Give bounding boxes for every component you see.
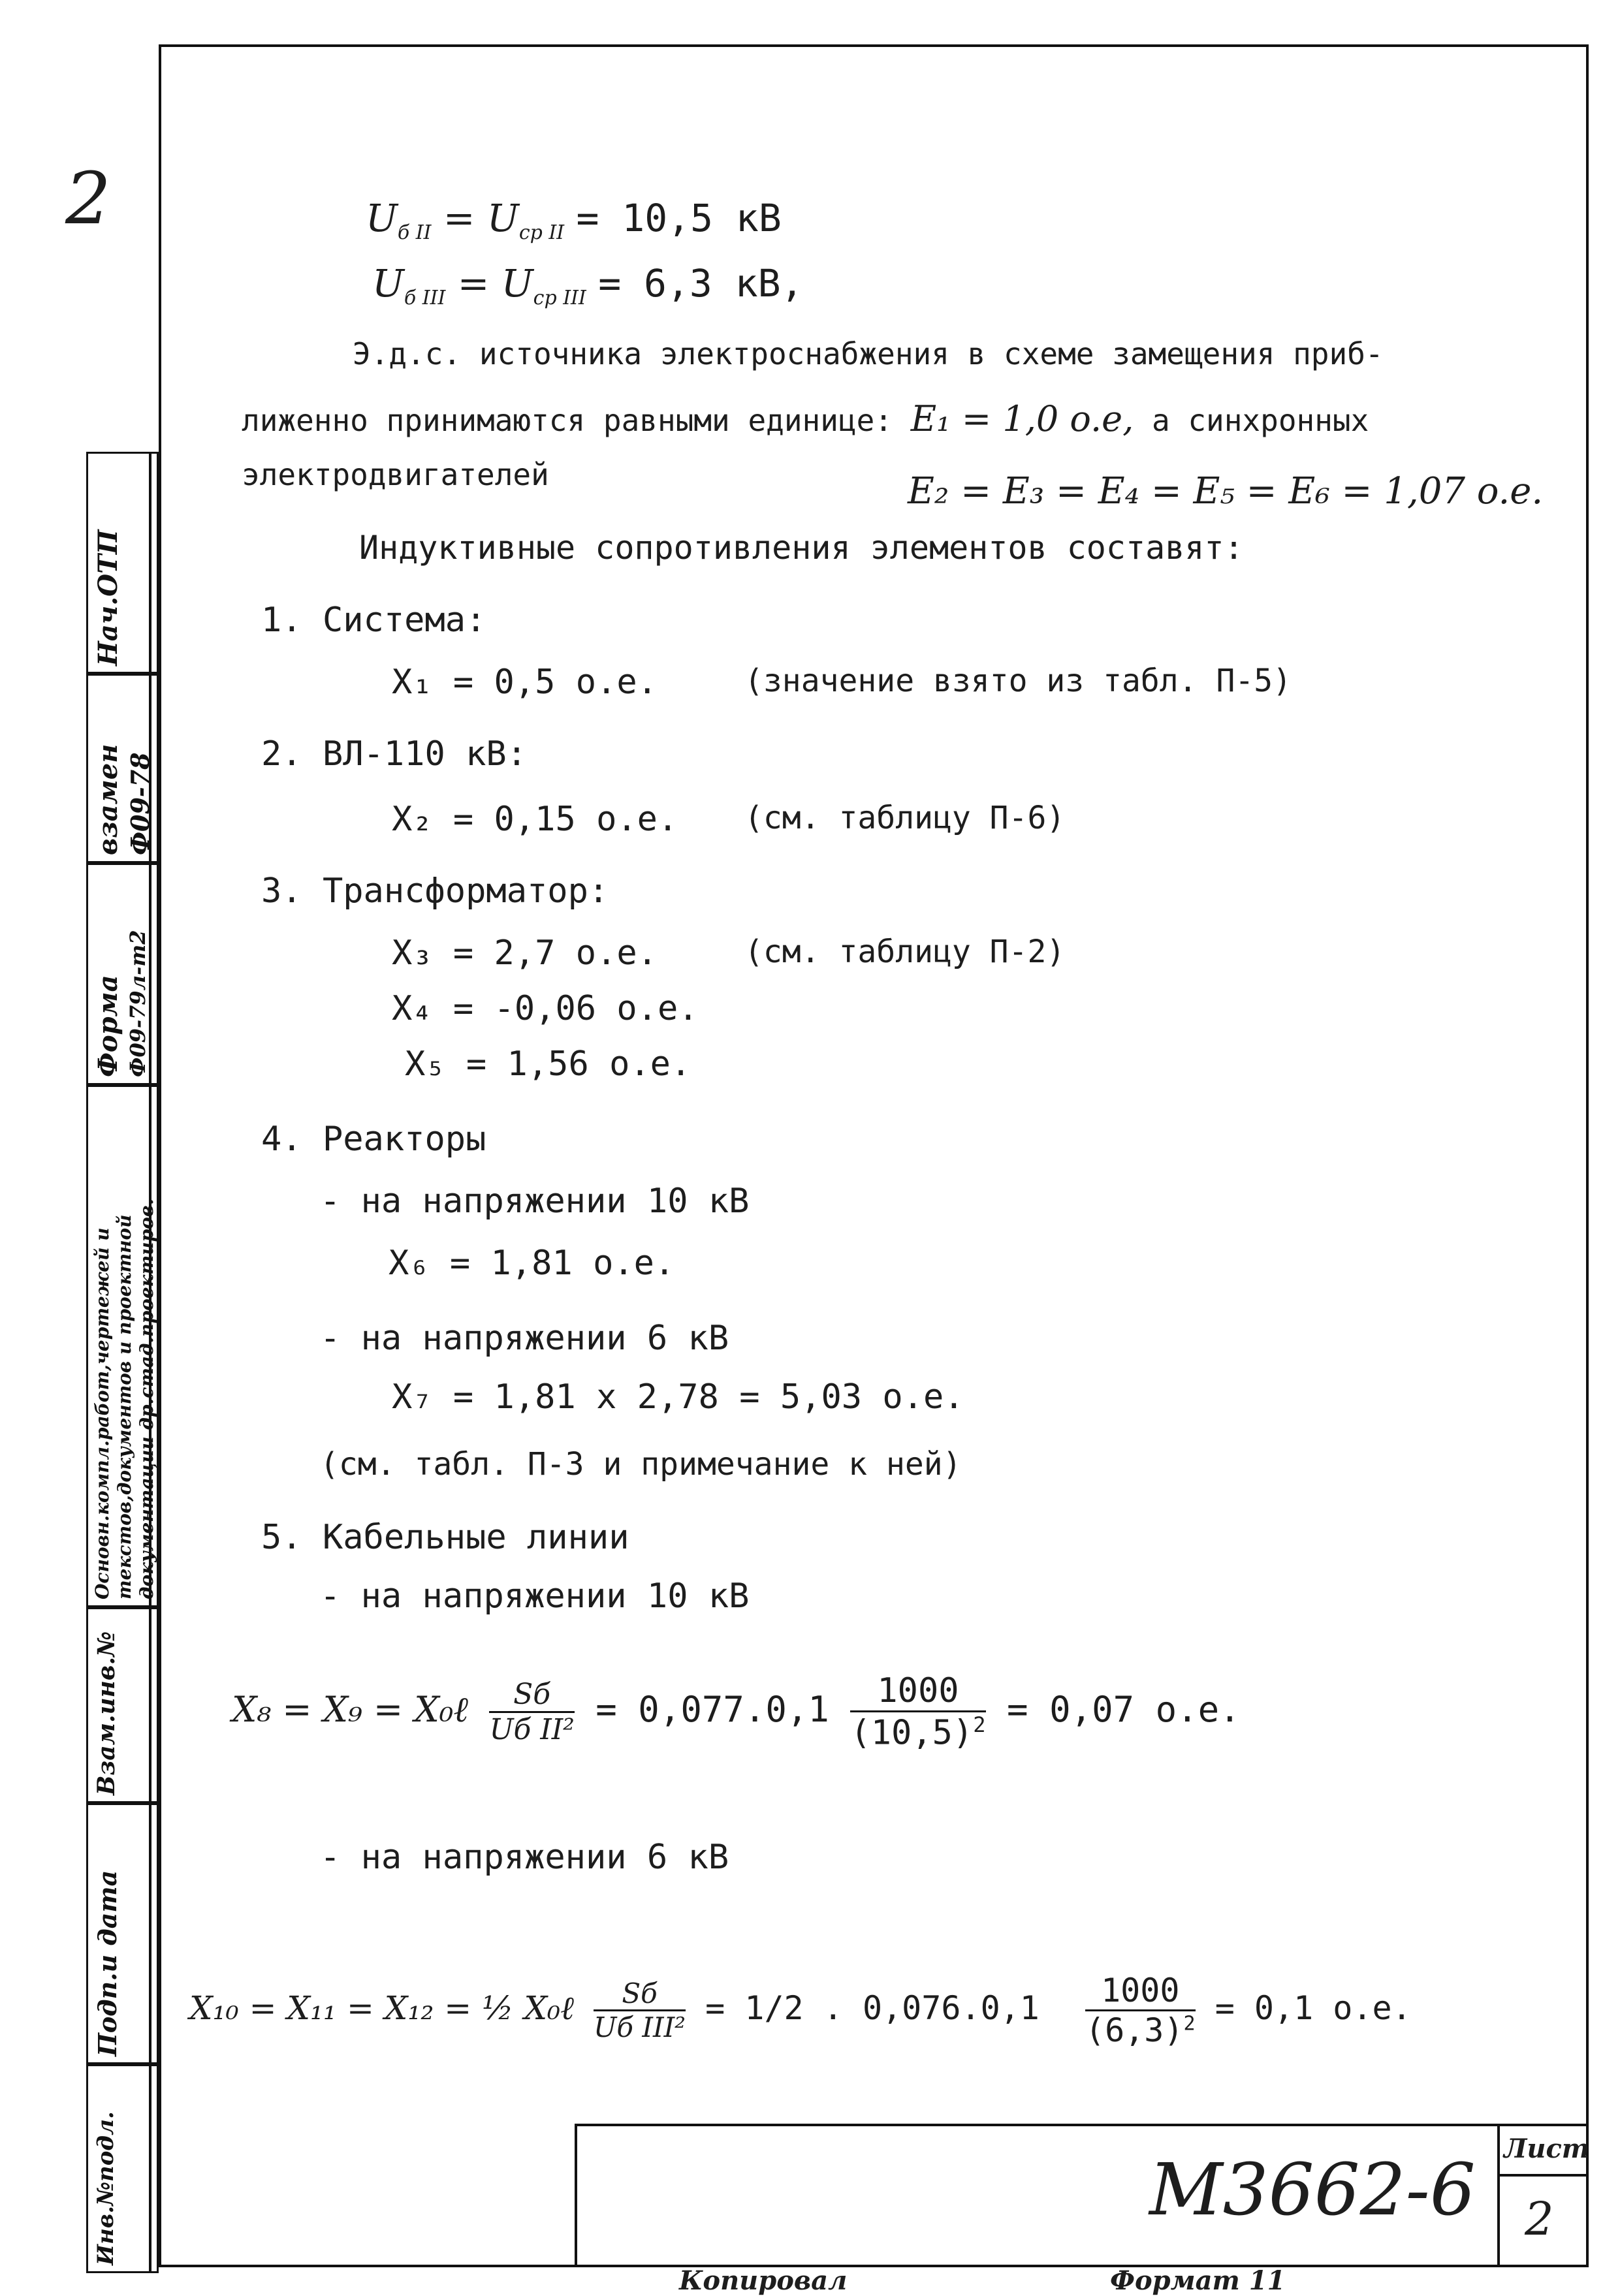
formula-ub2: $U_{б II} = U_{ср II} = 10,5$ кВ	[366, 196, 782, 244]
cable-10kv-label: - на напряжении 10 кВ	[320, 1577, 750, 1616]
x2-line: X₂ = 0,15 о.е.	[392, 800, 678, 839]
sheet-number: 2	[1525, 2192, 1554, 2246]
page-mark: 2	[65, 157, 111, 240]
x2-note: (см. таблицу П-6)	[744, 800, 1066, 836]
reactance-intro: Индуктивные сопротивления элементов составят:	[359, 529, 1244, 567]
margin-label-vzamen-code: Ф09-78	[125, 752, 155, 855]
sheet-label: Лист	[1504, 2133, 1590, 2164]
emf-e2: E₂ = E₃ = E₄ = E₅ = E₆ = 1,07 o.e.	[908, 470, 1544, 512]
x1-line: X₁ = 0,5 о.е.	[392, 663, 658, 702]
x8-formula: X₈ = X₉ = X₀ℓ $\frac{Sб}{\text{Uб II²}}$ = 0,077.0,1 $\frac{1000}{(10,5)^2}$ = 0,07 о.е.	[232, 1671, 1241, 1753]
footer-format: Формат 11	[1110, 2265, 1286, 2296]
x7-line: X₇ = 1,81 x 2,78 = 5,03 о.е.	[392, 1377, 964, 1417]
item-1-heading: 1. Система:	[261, 601, 486, 640]
sheet-cell-divider	[1497, 2174, 1589, 2177]
item-4-heading: 4. Реакторы	[261, 1120, 486, 1159]
x3-line: X₃ = 2,7 о.е.	[392, 934, 658, 973]
footer-copied: Копировал	[679, 2265, 848, 2296]
formula-ub3: $U_{б III} = U_{ср III} = 6,3$ кВ,	[372, 261, 804, 309]
emf-line-3: электродвигателей	[242, 457, 549, 492]
emf-line-2: лиженно принимаются равными единице: E₁ = 1,0 o.e, а синхронных	[242, 398, 1369, 439]
x3-note: (см. таблицу П-2)	[744, 934, 1066, 970]
margin-label-vzam-inv: Взам.инв.№	[93, 1631, 120, 1795]
x10-formula: X₁₀ = X₁₁ = X₁₂ = ½ X₀ℓ $\frac{Sб}{\text{Uб III²}}$ = 1/2 . 0,076.0,1 $\frac{1000}{(6,3)^2}$ = 0,1 о.е.	[189, 1972, 1412, 2049]
x4-line: X₄ = -0,06 о.е.	[392, 989, 699, 1028]
item-5-heading: 5. Кабельные линии	[261, 1518, 629, 1557]
item-2-heading: 2. ВЛ-110 кВ:	[261, 734, 528, 774]
margin-label-forma-code: Ф09-79л-т2	[125, 930, 150, 1077]
margin-label-podp-data: Подп.и дата	[93, 1870, 122, 2056]
x1-note: (значение взято из табл. П-5)	[744, 663, 1292, 699]
reactor-10kv-label: - на напряжении 10 кВ	[320, 1182, 750, 1221]
x7-note: (см. табл. П-3 и примечание к ней)	[320, 1446, 962, 1483]
margin-label-inv-podl: Инв.№подл.	[93, 2111, 119, 2265]
reactor-6kv-label: - на напряжении 6 кВ	[320, 1319, 729, 1358]
margin-label-forma: Форма	[93, 975, 123, 1077]
x6-line: X₆ = 1,81 о.е.	[389, 1244, 675, 1283]
cable-6kv-label: - на напряжении 6 кВ	[320, 1838, 729, 1877]
emf-line-1: Э.д.с. источника электроснабжения в схеме замещения приб-	[353, 336, 1384, 371]
margin-label-basis: Основн.компл.работ,чертежей и текстов,документов и проектной документации др.стад.проектиров.	[91, 1199, 157, 1599]
x5-line: X₅ = 1,56 о.е.	[405, 1045, 691, 1084]
margin-label-vzamen: взамен	[93, 744, 123, 855]
margin-label-nach-otp: Нач.ОТП	[93, 529, 123, 666]
document-number: М3662-6	[1149, 2148, 1476, 2231]
item-3-heading: 3. Трансформатор:	[261, 872, 609, 911]
